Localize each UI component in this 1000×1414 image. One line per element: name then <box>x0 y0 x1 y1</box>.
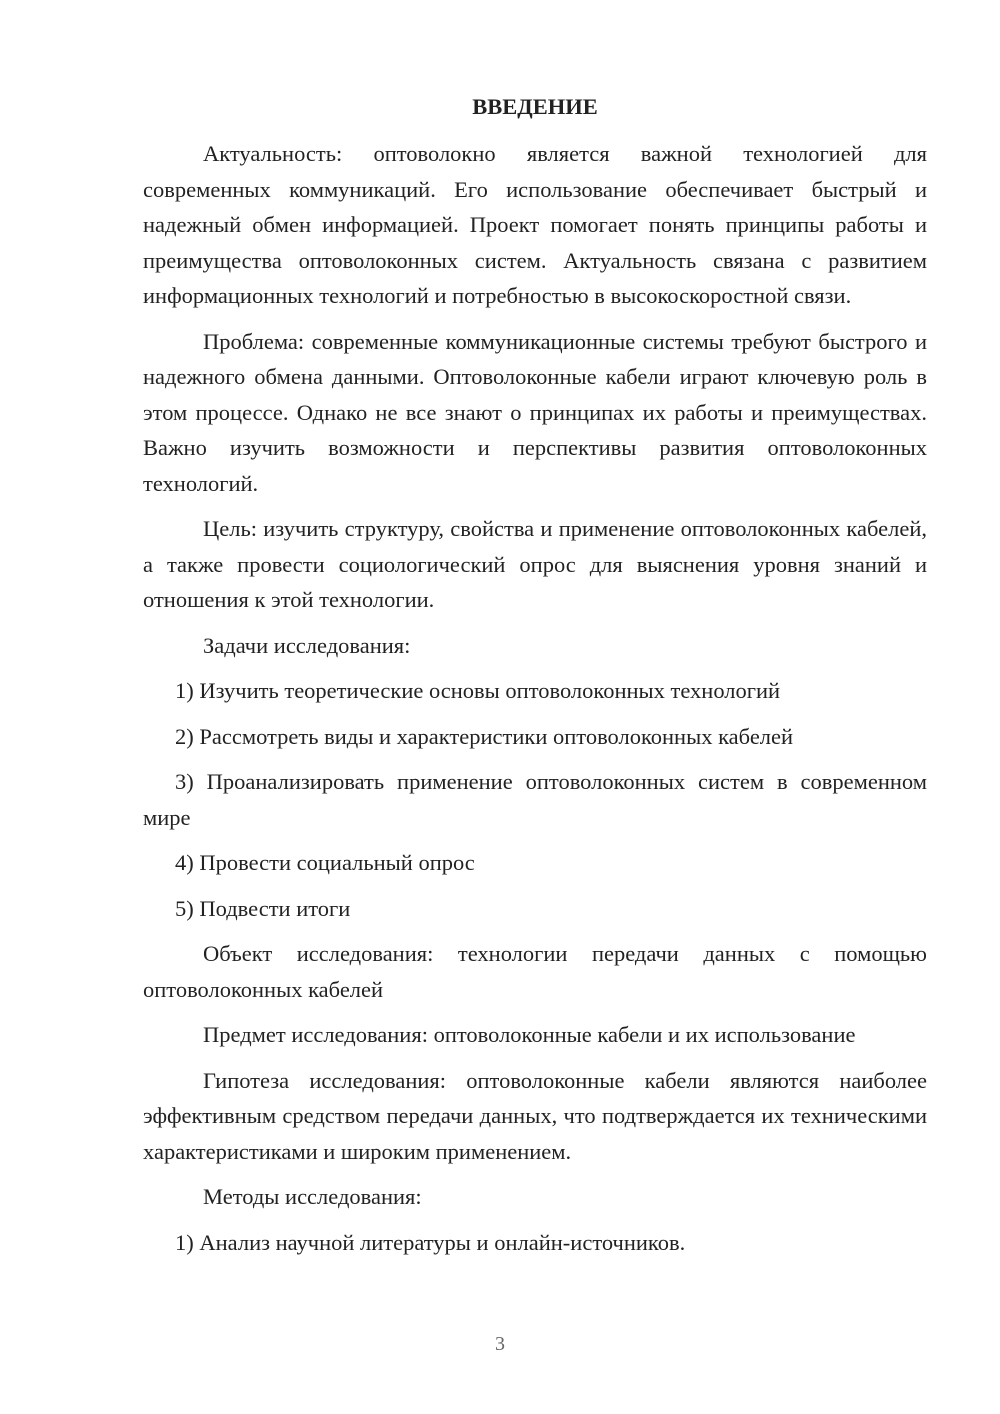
hypothesis-paragraph: Гипотеза исследования: оптоволоконные кабели являются наиболее эффективным средством передачи данных, что подтверждается их техническими характеристиками и широким применением. <box>143 1067 927 1164</box>
task-item: 3) Проанализировать применение оптоволоконных систем в современном мире <box>143 769 927 830</box>
method-item: 1) Анализ научной литературы и онлайн-источников. <box>175 1229 686 1255</box>
tasks-heading: Задачи исследования: <box>203 632 411 658</box>
relevance-paragraph: Актуальность: оптоволокно является важной технологией для современных коммуникаций. Его использование обеспечивает быстрый и надежный обмен информацией. Проект помогает понять принципы работы и преимущества оптоволоконных систем. Актуальность связана с развитием информационных технологий и потребностью в высокоскоростной связи. <box>143 141 927 308</box>
page-number: 3 <box>495 1333 505 1355</box>
task-item: 5) Подвести итоги <box>175 895 351 921</box>
task-item: 1) Изучить теоретические основы оптоволоконных технологий <box>175 678 781 703</box>
task-item: 2) Рассмотреть виды и характеристики оптоволоконных кабелей <box>175 723 794 749</box>
document-page <box>143 92 927 1270</box>
methods-heading: Методы исследования: <box>203 1184 422 1209</box>
goal-paragraph: Цель: изучить структуру, свойства и применение оптоволоконных кабелей, а также провести социологический опрос для выяснения уровня знаний и отношения к этой технологии. <box>143 516 927 612</box>
problem-paragraph: Проблема: современные коммуникационные системы требуют быстрого и надежного обмена данными. Оптоволоконные кабели играют ключевую роль в этом процессе. Однако не все знают о принципах их работы и преимуществах. Важно изучить возможности и перспективы развития оптоволоконных технологий. <box>143 328 927 496</box>
task-item: 4) Провести социальный опрос <box>175 850 475 875</box>
subject-paragraph: Предмет исследования: оптоволоконные кабели и их использование <box>203 1022 856 1047</box>
object-paragraph: Объект исследования: технологии передачи данных с помощью оптоволоконных кабелей <box>143 941 927 1002</box>
section-title: ВВЕДЕНИЕ <box>472 94 598 119</box>
